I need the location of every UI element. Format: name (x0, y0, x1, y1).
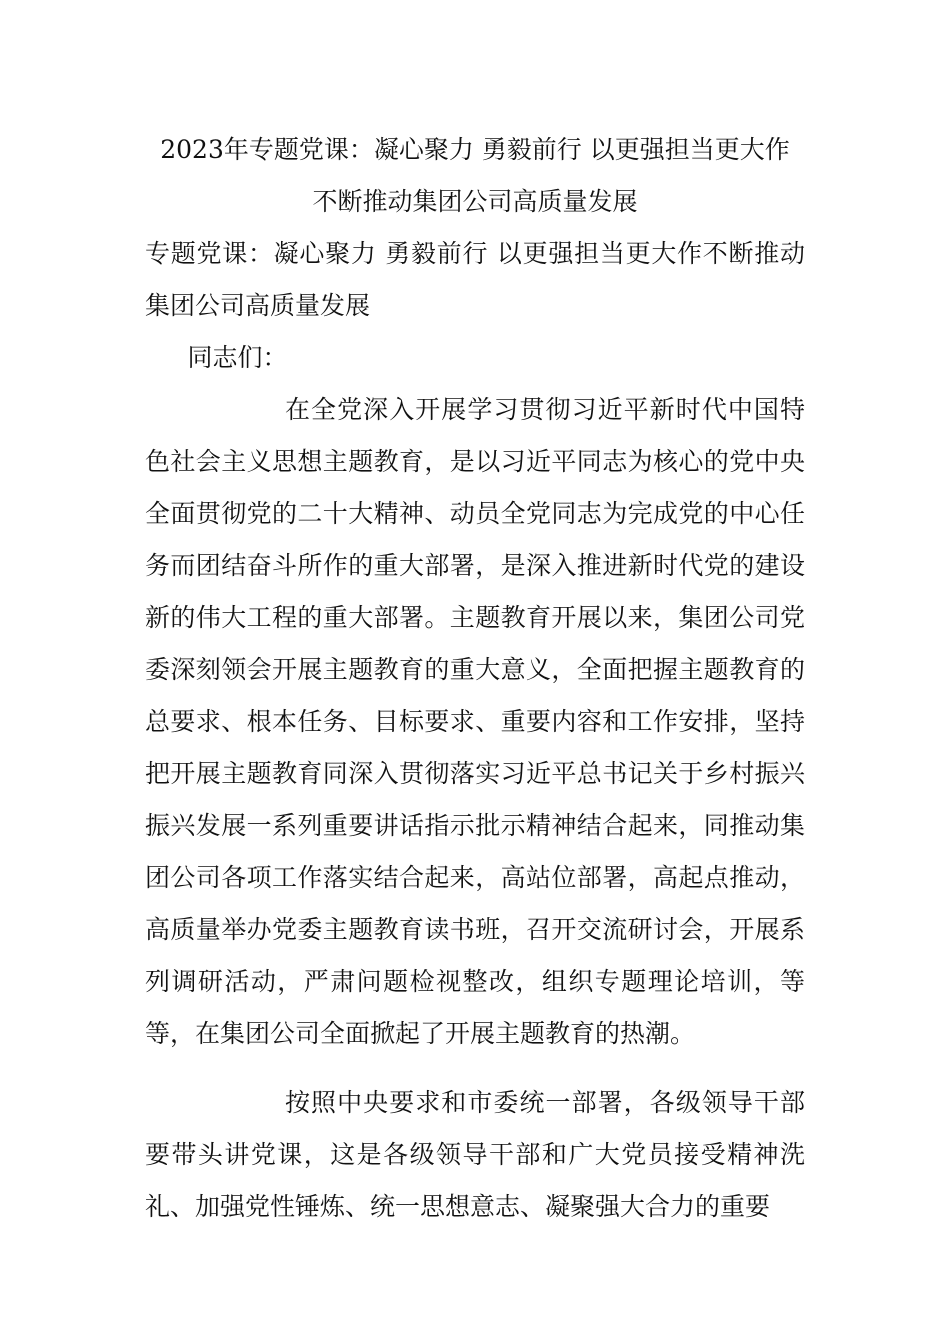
document-body (145, 228, 805, 1233)
salutation: 同志们： (187, 343, 288, 372)
document-subtitle: 专题党课：凝心聚力 勇毅前行 以更强担当更大作不断推动集团公司高质量发展 (145, 239, 805, 320)
document-title-line-1: 2023年专题党课：凝心聚力 勇毅前行 以更强担当更大作 (160, 135, 790, 164)
document-title-line-2: 不断推动集团公司高质量发展 (312, 187, 638, 216)
body-paragraph-2: 按照中央要求和市委统一部署，各级领导干部要带头讲党课，这是各级领导干部和广大党员接受精神洗礼、加强党性锤炼、统一思想意志、凝聚强大合力的重要 (145, 1088, 805, 1221)
document-title (145, 124, 805, 228)
body-paragraph-1: 在全党深入开展学习贯彻习近平新时代中国特色社会主义思想主题教育，是以习近平同志为核心的党中央全面贯彻党的二十大精神、动员全党同志为完成党的中心任务而团结奋斗所作的重大部署，是深入推进新时代党的建设新的伟大工程的重大部署。主题教育开展以来，集团公司党委深刻领会开展主题教育的重大意义，全面把握主题教育的总要求、根本任务、目标要求、重要内容和工作安排，坚持把开展主题教育同深入贯彻落实习近平总书记关于乡村振兴振兴发展一系列重要讲话指示批示精神结合起来，同推动集团公司各项工作落实结合起来，高站位部署，高起点推动，高质量举办党委主题教育读书班，召开交流研讨会，开展系列调研活动，严肃问题检视整改，组织专题理论培训，等等，在集团公司全面掀起了开展主题教育的热潮。 (145, 395, 805, 1048)
